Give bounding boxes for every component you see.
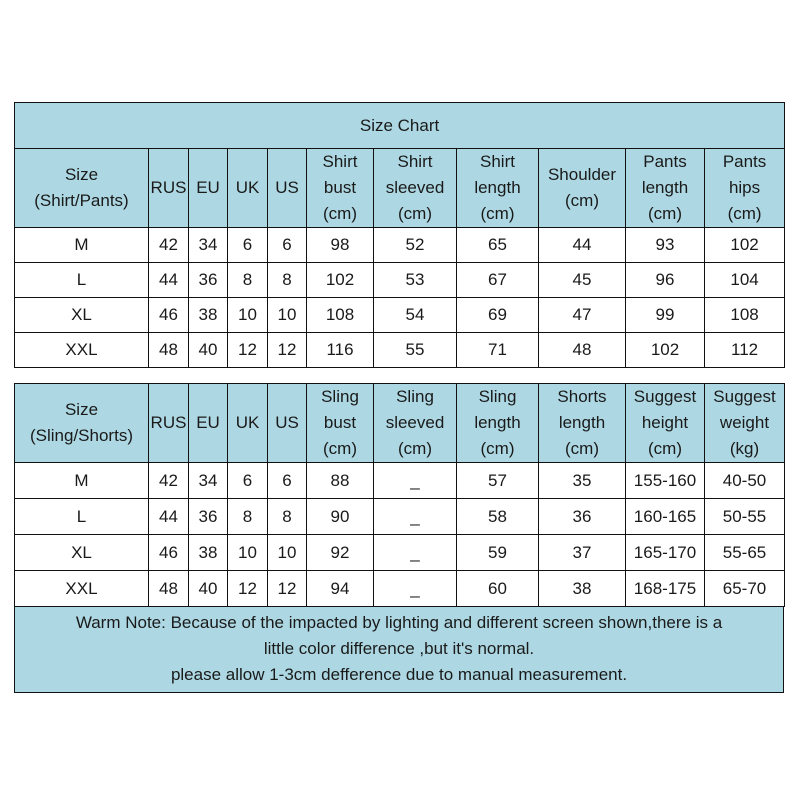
table-cell: 59 [457, 535, 539, 571]
column-header-line: Suggest [713, 387, 776, 406]
note-line: please allow 1-3cm defference due to manual measurement. [170, 665, 628, 684]
table-cell: 44 [149, 263, 189, 298]
table-row [15, 571, 785, 607]
table-cell: 34 [189, 463, 228, 499]
table-header-row [15, 149, 785, 228]
column-header-line: (Sling/Shorts) [30, 426, 133, 445]
table-cell: 165-170 [626, 535, 705, 571]
table-cell: 58 [457, 499, 539, 535]
table-cell: 12 [228, 333, 268, 368]
table-cell: 96 [626, 263, 705, 298]
table-cell: 38 [539, 571, 626, 607]
table-cell: 112 [705, 333, 785, 368]
column-header [626, 384, 705, 463]
table-cell: 12 [268, 333, 307, 368]
column-header-line: (cm) [398, 204, 432, 223]
table-row [15, 463, 785, 499]
table-cell: 102 [705, 228, 785, 263]
table-cell: 98 [307, 228, 374, 263]
table-cell: 10 [228, 535, 268, 571]
table-cell: 52 [374, 228, 457, 263]
size-cell: L [15, 499, 149, 535]
table-cell: 90 [307, 499, 374, 535]
table-cell: 44 [539, 228, 626, 263]
table-cell: 88 [307, 463, 374, 499]
column-header-line: (cm) [727, 204, 762, 223]
size-cell: XL [15, 298, 149, 333]
column-header-line: (cm) [565, 439, 599, 458]
table-cell: _ [374, 463, 457, 499]
table-cell: 53 [374, 263, 457, 298]
column-header-line: (cm) [565, 191, 599, 210]
table-cell: 48 [539, 333, 626, 368]
note-line: Warm Note: Because of the impacted by lighting and different screen shown,there is a [75, 613, 723, 632]
table-cell: 60 [457, 571, 539, 607]
table-cell: 92 [307, 535, 374, 571]
column-header [189, 149, 228, 228]
table-cell: 102 [307, 263, 374, 298]
column-header [457, 384, 539, 463]
table-row [15, 333, 785, 368]
column-header [539, 149, 626, 228]
table-cell: 40 [189, 333, 228, 368]
table-cell: 48 [149, 333, 189, 368]
size-chart [14, 102, 784, 693]
column-header-line: (cm) [648, 204, 682, 223]
table-cell: 48 [149, 571, 189, 607]
table-cell: 42 [149, 463, 189, 499]
column-header-line: (kg) [729, 439, 760, 458]
column-header-line: Shoulder [547, 165, 617, 184]
table-row [15, 298, 785, 333]
column-header [268, 149, 307, 228]
table-cell: 40 [189, 571, 228, 607]
table-cell: 65-70 [705, 571, 785, 607]
size-cell: XXL [15, 571, 149, 607]
table-cell: 54 [374, 298, 457, 333]
column-header-line: Shirt [322, 152, 358, 171]
column-header-line: EU [196, 413, 220, 432]
table-row [15, 263, 785, 298]
column-header-line: length [474, 413, 521, 432]
table-row [15, 535, 785, 571]
table-cell: 10 [228, 298, 268, 333]
table-cell: 44 [149, 499, 189, 535]
column-header-line: RUS [150, 413, 187, 432]
table-cell: 36 [539, 499, 626, 535]
table-cell: 55 [374, 333, 457, 368]
size-cell: M [15, 228, 149, 263]
table-gap [14, 368, 784, 383]
column-header-line: sleeved [385, 413, 445, 432]
table-cell: 46 [149, 298, 189, 333]
column-header-line: (cm) [648, 439, 682, 458]
table-cell: 71 [457, 333, 539, 368]
table-cell: 99 [626, 298, 705, 333]
column-header-line: EU [196, 178, 220, 197]
column-header-line: (Shirt/Pants) [34, 191, 129, 210]
column-header-line: UK [235, 413, 260, 432]
column-header [149, 149, 189, 228]
column-header-line: Size [64, 400, 99, 419]
table-cell: 69 [457, 298, 539, 333]
column-header-line: Shirt [480, 152, 515, 171]
column-header-line: hips [728, 178, 761, 197]
column-header-line: bust [323, 413, 357, 432]
column-header [626, 149, 705, 228]
column-header-line: UK [235, 178, 260, 197]
table-cell: 8 [228, 499, 268, 535]
column-header [15, 149, 149, 228]
table-cell: 45 [539, 263, 626, 298]
table-cell: 65 [457, 228, 539, 263]
table-cell: 8 [268, 499, 307, 535]
column-header [268, 384, 307, 463]
column-header-line: sleeved [385, 178, 445, 197]
column-header-line: bust [323, 178, 357, 197]
note-line: little color difference ,but it's normal. [263, 639, 535, 658]
size-cell: XL [15, 535, 149, 571]
table-cell: 116 [307, 333, 374, 368]
table-cell: 108 [705, 298, 785, 333]
column-header-line: (cm) [398, 439, 432, 458]
column-header [307, 149, 374, 228]
warm-note [14, 607, 784, 693]
column-header [705, 384, 785, 463]
column-header-line: length [474, 178, 521, 197]
table-cell: 12 [268, 571, 307, 607]
table-cell: 155-160 [626, 463, 705, 499]
table-cell: 36 [189, 263, 228, 298]
table-cell: _ [374, 535, 457, 571]
table-cell: 36 [189, 499, 228, 535]
table-cell: 35 [539, 463, 626, 499]
size-cell: M [15, 463, 149, 499]
table-cell: 102 [626, 333, 705, 368]
table-cell: 8 [228, 263, 268, 298]
table-cell: 10 [268, 535, 307, 571]
column-header-line: US [275, 413, 299, 432]
table-cell: 46 [149, 535, 189, 571]
column-header-line: (cm) [323, 439, 357, 458]
column-header-line: Sling [396, 387, 434, 406]
chart-title: Size Chart [15, 103, 785, 149]
column-header [149, 384, 189, 463]
table-cell: 38 [189, 298, 228, 333]
table-cell: 55-65 [705, 535, 785, 571]
size-table-shirt-pants [14, 102, 785, 368]
table-cell: 168-175 [626, 571, 705, 607]
column-header-line: (cm) [480, 204, 515, 223]
column-header [374, 149, 457, 228]
column-header-line: Sling [478, 387, 517, 406]
table-cell: 57 [457, 463, 539, 499]
column-header-line: (cm) [323, 204, 357, 223]
column-header [457, 149, 539, 228]
column-header [189, 384, 228, 463]
table-cell: 37 [539, 535, 626, 571]
table-row [15, 499, 785, 535]
column-header [228, 384, 268, 463]
column-header-line: length [641, 178, 689, 197]
table-cell: 6 [268, 228, 307, 263]
column-header [228, 149, 268, 228]
table-cell: 40-50 [705, 463, 785, 499]
column-header [374, 384, 457, 463]
column-header-line: Shorts [557, 387, 607, 406]
table-cell: 34 [189, 228, 228, 263]
table-cell: 6 [228, 228, 268, 263]
table-row [15, 228, 785, 263]
size-table-sling-shorts [14, 383, 785, 607]
column-header [15, 384, 149, 463]
table-cell: 42 [149, 228, 189, 263]
table-cell: _ [374, 571, 457, 607]
column-header-line: US [275, 178, 299, 197]
table-cell: 47 [539, 298, 626, 333]
table-header-row [15, 384, 785, 463]
column-header-line: RUS [150, 178, 187, 197]
column-header-line: weight [719, 413, 770, 432]
table-cell: 12 [228, 571, 268, 607]
column-header-line: Size [64, 165, 99, 184]
size-cell: XXL [15, 333, 149, 368]
column-header-line: Sling [321, 387, 359, 406]
table-cell: 10 [268, 298, 307, 333]
column-header-line: Pants [643, 152, 687, 171]
table-cell: 6 [228, 463, 268, 499]
table-cell: 108 [307, 298, 374, 333]
table-cell: _ [374, 499, 457, 535]
column-header [539, 384, 626, 463]
table-cell: 94 [307, 571, 374, 607]
column-header-line: Suggest [633, 387, 697, 406]
size-cell: L [15, 263, 149, 298]
table-cell: 67 [457, 263, 539, 298]
column-header [705, 149, 785, 228]
table-cell: 8 [268, 263, 307, 298]
table-cell: 160-165 [626, 499, 705, 535]
table-cell: 6 [268, 463, 307, 499]
table-cell: 38 [189, 535, 228, 571]
column-header-line: Pants [722, 152, 767, 171]
column-header [307, 384, 374, 463]
table-cell: 50-55 [705, 499, 785, 535]
table-cell: 93 [626, 228, 705, 263]
column-header-line: (cm) [480, 439, 515, 458]
column-header-line: length [558, 413, 606, 432]
column-header-line: height [641, 413, 689, 432]
column-header-line: Shirt [397, 152, 433, 171]
table-cell: 104 [705, 263, 785, 298]
